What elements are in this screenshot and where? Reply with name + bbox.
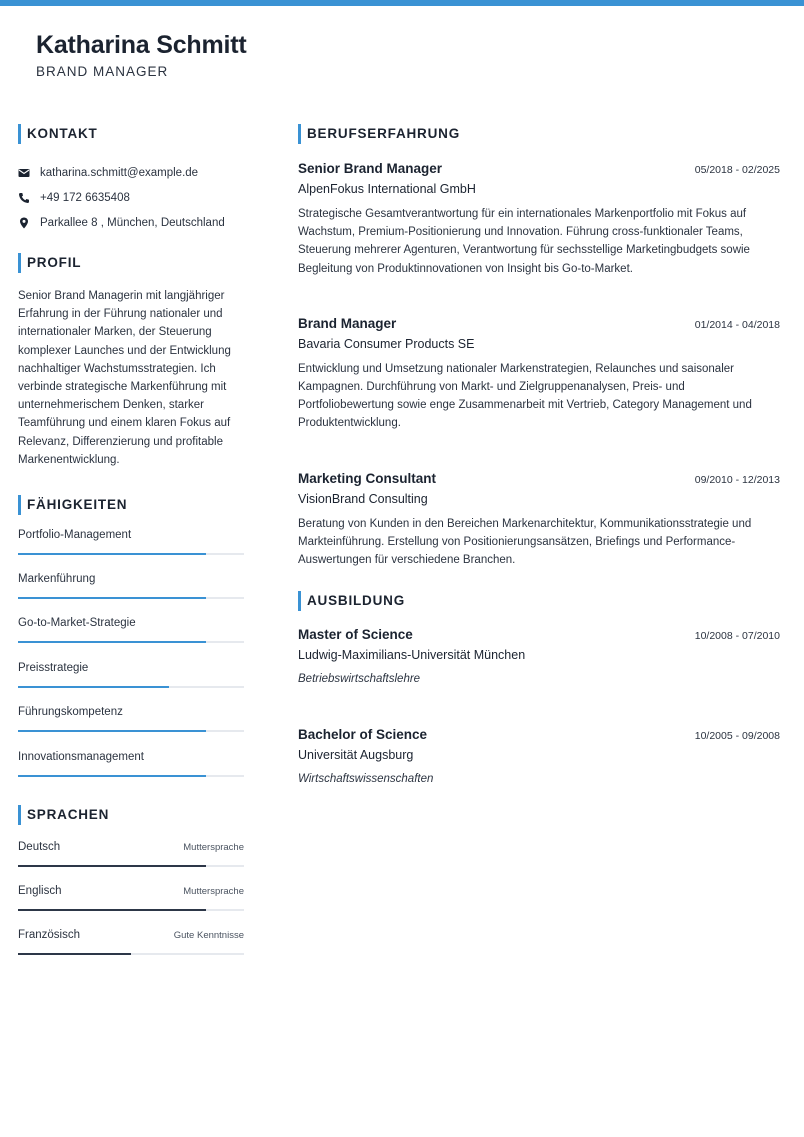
skill-item [18, 571, 244, 599]
section-title-contact: KONTAKT [18, 124, 244, 144]
language-bar-fill [18, 953, 131, 955]
contact-list [18, 160, 244, 235]
education-item [298, 727, 780, 785]
contact-address-text: Parkallee 8 , München, Deutschland [40, 216, 225, 229]
language-label: Englisch [18, 885, 62, 898]
education-head [298, 627, 780, 642]
language-label: Französisch [18, 929, 80, 942]
skill-bar [18, 686, 244, 688]
languages-list [18, 839, 244, 955]
language-row [18, 883, 244, 899]
skill-bar-fill [18, 775, 206, 777]
language-bar [18, 953, 244, 955]
skill-bar [18, 641, 244, 643]
section-title-skills: FÄHIGKEITEN [18, 495, 244, 515]
experience-date: 09/2010 - 12/2013 [694, 473, 780, 486]
skill-label: Führungskompetenz [18, 706, 123, 719]
language-level: Muttersprache [183, 842, 244, 854]
phone-icon [18, 192, 30, 204]
skill-label: Portfolio-Management [18, 529, 132, 542]
experience-description: Entwicklung und Umsetzung nationaler Markenstrategien, Relaunches und saisonaler Kampagnen. Durchführung von Markt- und Zielgruppenanalysen, Preis- und Portfoliobewertung sowie enge Zusammenarbeit mit Vertrieb, Category Management und Produktentwicklung. [298, 362, 752, 430]
education-head [298, 727, 780, 742]
experience-item [298, 161, 780, 278]
experience-title: Senior Brand Manager [298, 161, 443, 176]
language-item [18, 839, 244, 867]
skill-bar [18, 775, 244, 777]
skill-item [18, 704, 244, 732]
language-bar-fill [18, 865, 206, 867]
skill-bar [18, 730, 244, 732]
education-school: Ludwig-Maximilians-Universität München [298, 648, 526, 663]
experience-head [298, 316, 780, 331]
language-item [18, 883, 244, 911]
skill-bar-fill [18, 641, 206, 643]
experience-company: VisionBrand Consulting [298, 491, 428, 506]
contact-email-text[interactable]: katharina.schmitt@example.de [40, 166, 199, 179]
skill-label: Go-to-Market-Strategie [18, 617, 136, 630]
section-title-languages: SPRACHEN [18, 805, 244, 825]
skill-item [18, 615, 244, 643]
skills-list [18, 527, 244, 777]
experience-date: 01/2014 - 04/2018 [694, 318, 780, 331]
job-title: BRAND MANAGER [36, 64, 169, 79]
language-row [18, 927, 244, 943]
section-title-profile: PROFIL [18, 253, 244, 273]
language-row [18, 839, 244, 855]
section-title-experience: BERUFSERFAHRUNG [298, 124, 780, 144]
experience-date: 05/2018 - 02/2025 [694, 164, 780, 176]
experience-item [298, 471, 780, 570]
left-column [18, 124, 244, 955]
right-column [298, 124, 780, 785]
language-item [18, 927, 244, 955]
language-bar-fill [18, 909, 206, 911]
skill-label: Innovationsmanagement [18, 751, 144, 764]
experience-company: AlpenFokus International GmbH [298, 182, 476, 196]
education-school: Universität Augsburg [298, 748, 414, 763]
skill-bar [18, 597, 244, 599]
experience-company: Bavaria Consumer Products SE [298, 336, 475, 351]
education-date: 10/2005 - 09/2008 [694, 730, 780, 743]
resume-header [36, 30, 247, 79]
skill-bar-fill [18, 553, 206, 555]
skill-bar-fill [18, 597, 206, 599]
skill-bar-fill [18, 686, 169, 688]
experience-title: Marketing Consultant [298, 470, 437, 486]
experience-head [298, 471, 780, 486]
contact-phone-text[interactable]: +49 172 6635408 [40, 191, 130, 204]
section-title-education: AUSBILDUNG [298, 591, 780, 611]
language-label: Deutsch [18, 841, 61, 854]
skill-item [18, 749, 244, 777]
language-bar [18, 865, 244, 867]
skill-item [18, 527, 244, 555]
profile-text: Senior Brand Managerin mit langjähriger Erfahrung in der Führung nationaler und internationaler Marken, der Steuerung komplexer Launches und der Entwicklung nachhaltiger Wachstumsstrategien. Ich verbinde strategische Markenführung mit unternehmerischem Denken, starker Teamführung und einem klaren Fokus auf Relevanz, Differenzierung und profitable Markenentwicklung. [18, 290, 231, 466]
contact-phone [18, 185, 244, 210]
education-field: Wirtschaftswissenschaften [298, 773, 434, 786]
skill-label: Markenführung [18, 573, 96, 586]
location-pin-icon [18, 217, 30, 229]
experience-description: Beratung von Kunden in den Bereichen Markenarchitektur, Kommunikationsstrategie und Markteinführung. Erstellung von Positionierungsansätzen, Briefings und Performance-Auswertungen für verschiedene Branchen. [298, 517, 752, 567]
mail-icon [18, 167, 30, 179]
skill-item [18, 660, 244, 688]
experience-head [298, 161, 780, 176]
language-bar [18, 909, 244, 911]
person-name: Katharina Schmitt [36, 31, 247, 59]
contact-address [18, 210, 244, 235]
experience-description: Strategische Gesamtverantwortung für ein internationales Markenportfolio mit Fokus auf Wachstum, Premium-Positionierung und Innovation. Führung cross-funktionaler Teams, Steuerung mehrerer Agenturen, Verantwortung für sechsstellige Marketingbudgets sowie Begleitung von Produktinnovationen von Insight bis Go-to-Market. [298, 208, 750, 275]
language-level: Gute Kenntnisse [173, 930, 244, 942]
language-level: Muttersprache [183, 886, 244, 898]
skill-bar-fill [18, 730, 206, 732]
education-item [298, 627, 780, 685]
education-degree: Bachelor of Science [298, 727, 428, 743]
experience-title: Brand Manager [298, 315, 397, 331]
experience-item [298, 316, 780, 433]
top-accent-bar [0, 0, 804, 6]
education-field: Betriebswirtschaftslehre [298, 673, 421, 686]
skill-bar [18, 553, 244, 555]
skill-label: Preisstrategie [18, 662, 89, 675]
contact-email [18, 160, 244, 185]
education-date: 10/2008 - 07/2010 [694, 630, 780, 643]
education-degree: Master of Science [298, 627, 413, 643]
